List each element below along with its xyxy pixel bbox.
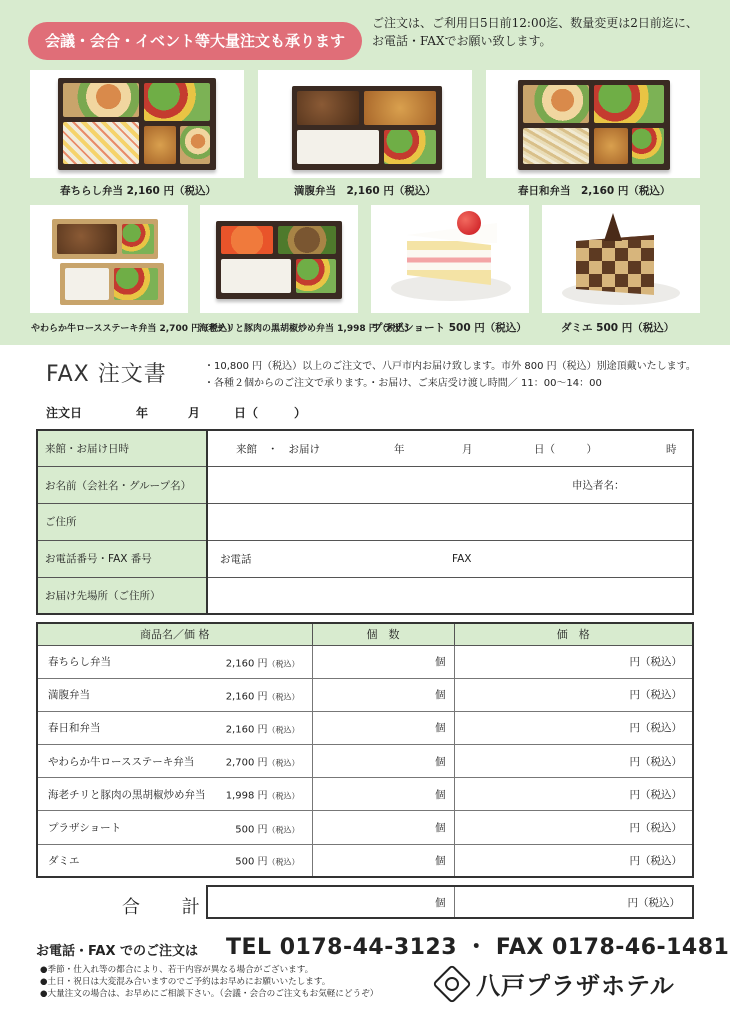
photo-manpuku-bento <box>258 70 472 178</box>
footnotes: ●季節・仕入れ等の都合により、若干内容が異なる場合がございます。 ●土日・祝日は大変混み合いますのでご予約はお早めにお願いいたします。 ●大量注文の場合は、お早めにご相談下さい。（会議・会合のご注文もお気軽にどうぞ） <box>40 965 379 999</box>
hotel-logo-text: 八戸プラザホテル <box>476 972 675 1000</box>
total-price-field[interactable]: 円（税込） <box>627 896 680 909</box>
item-unit-price: 2,160 円（税込） <box>225 724 300 736</box>
item-name-cell <box>37 678 312 711</box>
item-name: 春ちらし弁当 <box>48 656 111 669</box>
header-quantity: 個 数 <box>312 623 454 645</box>
caption-ebichiri-bento: 海老チリと豚肉の黒胡椒炒め弁当 1,998 円（税込） <box>199 324 414 334</box>
table-row <box>37 811 693 844</box>
field-address[interactable] <box>207 504 693 541</box>
label-address: ご住所 <box>37 504 207 541</box>
table-row <box>37 711 693 744</box>
item-unit-price: 2,700 円（税込） <box>225 757 300 769</box>
caption-harubiyori-bento: 春日和弁当 2,160 円（税込） <box>518 185 671 197</box>
caption-damier-cake: ダミエ 500 円（税込） <box>561 322 675 334</box>
label-phone-fax: お電話番号・FAX 番号 <box>37 540 207 577</box>
item-quantity-field[interactable]: 個 <box>312 711 454 744</box>
order-date-label: 注文日 <box>46 406 83 420</box>
item-name-cell <box>37 811 312 844</box>
item-name: 春日和弁当 <box>48 722 101 735</box>
caption-haru-chirashi-bento: 春ちらし弁当 2,160 円（税込） <box>60 185 217 197</box>
item-unit-price: 1,998 円（税込） <box>225 790 300 802</box>
item-name-cell <box>37 645 312 678</box>
item-name: 満腹弁当 <box>48 689 90 702</box>
item-name-cell <box>37 745 312 778</box>
hotel-logo <box>438 966 675 1001</box>
item-unit-price: 500 円（税込） <box>235 856 300 868</box>
customer-info-table <box>36 429 694 615</box>
bulk-order-banner: 会議・会合・イベント等大量注文も承ります <box>28 22 362 60</box>
photo-plaza-shortcake <box>371 205 529 313</box>
item-quantity-field[interactable]: 個 <box>312 811 454 844</box>
label-delivery-location: お届け先場所（ご住所） <box>37 577 207 614</box>
item-price-field[interactable]: 円（税込） <box>454 711 693 744</box>
label-name: お名前（会社名・グループ名） <box>37 467 207 504</box>
table-row <box>37 778 693 811</box>
order-date-year: 年 <box>136 406 149 420</box>
caption-plaza-shortcake: プラザショート 500 円（税込） <box>372 322 527 334</box>
item-price-field[interactable]: 円（税込） <box>454 678 693 711</box>
item-unit-price: 2,160 円（税込） <box>225 691 300 703</box>
table-header-row <box>37 623 693 645</box>
photo-harubiyori-bento <box>486 70 700 178</box>
item-name: ダミエ <box>48 854 80 867</box>
total-table <box>206 885 694 919</box>
item-price-field[interactable]: 円（税込） <box>454 645 693 678</box>
menu-section <box>0 0 730 345</box>
item-unit-price: 500 円（税込） <box>235 824 300 836</box>
photo-damier-cake <box>542 205 700 313</box>
item-name-cell <box>37 778 312 811</box>
field-visit-datetime[interactable]: 来館 ・ お届け 年 月 日（ ） 時 <box>207 430 693 467</box>
table-row <box>37 577 693 614</box>
order-deadline-notice: ご注文は、ご利用日5日前12:00迄、数量変更は2日前迄に、 お電話・FAXでお願い致します。 <box>372 16 698 48</box>
order-date-line <box>46 404 306 421</box>
table-row <box>37 844 693 877</box>
item-name: 海老チリと豚肉の黒胡椒炒め弁当 <box>48 788 206 801</box>
caption-manpuku-bento: 満腹弁当 2,160 円（税込） <box>294 185 436 197</box>
item-name-cell <box>37 844 312 877</box>
field-name[interactable]: 申込者名： <box>207 467 693 504</box>
order-date-day: 日（ ） <box>234 406 307 420</box>
item-name-cell <box>37 711 312 744</box>
table-row <box>37 645 693 678</box>
order-date-month: 月 <box>188 406 201 420</box>
field-delivery-location[interactable] <box>207 577 693 614</box>
header-product: 商品名／価 格 <box>37 623 312 645</box>
fax-form-title: FAX 注文書 <box>46 362 167 387</box>
total-label: 合 計 <box>122 897 218 918</box>
item-price-field[interactable]: 円（税込） <box>454 811 693 844</box>
table-row <box>37 467 693 504</box>
item-quantity-field[interactable]: 個 <box>312 778 454 811</box>
photo-steak-bento <box>30 205 188 313</box>
caption-steak-bento: やわらか牛ロースステーキ弁当 2,700 円（税込） <box>31 324 237 334</box>
item-price-field[interactable]: 円（税込） <box>454 745 693 778</box>
table-row <box>37 540 693 577</box>
item-unit-price: 2,160 円（税込） <box>225 658 300 670</box>
table-row <box>37 678 693 711</box>
table-row <box>37 504 693 541</box>
item-price-field[interactable]: 円（税込） <box>454 778 693 811</box>
table-row <box>37 745 693 778</box>
item-quantity-field[interactable]: 個 <box>312 745 454 778</box>
hotel-logo-icon <box>432 964 472 1004</box>
item-price-field[interactable]: 円（税込） <box>454 844 693 877</box>
delivery-notes: ・10,800 円（税込）以上のご注文で、八戸市内お届け致します。市外 800 円（税込）別途頂戴いたします。 ・各種２個からのご注文で承ります。・お届け、ご来店受け渡し時間／ 11：00〜14：00 <box>204 361 696 389</box>
item-quantity-field[interactable]: 個 <box>312 645 454 678</box>
label-visit-datetime: 来館・お届け日時 <box>37 430 207 467</box>
item-quantity-field[interactable]: 個 <box>312 844 454 877</box>
table-row <box>207 886 693 918</box>
header-price: 価 格 <box>454 623 693 645</box>
order-items-table <box>36 622 694 878</box>
total-quantity-field[interactable]: 個 <box>207 886 454 918</box>
tel-fax-numbers: TEL 0178-44-3123 ・ FAX 0178-46-1481 <box>226 935 730 960</box>
table-row <box>37 430 693 467</box>
item-quantity-field[interactable]: 個 <box>312 678 454 711</box>
field-phone-fax[interactable]: お電話 FAX <box>207 540 693 577</box>
item-name: プラザショート <box>48 822 122 835</box>
item-name: やわらか牛ロースステーキ弁当 <box>48 755 195 768</box>
contact-lead: お電話・FAX でのご注文は <box>36 944 198 959</box>
photo-haru-chirashi-bento <box>30 70 244 178</box>
photo-ebichiri-bento <box>200 205 358 313</box>
